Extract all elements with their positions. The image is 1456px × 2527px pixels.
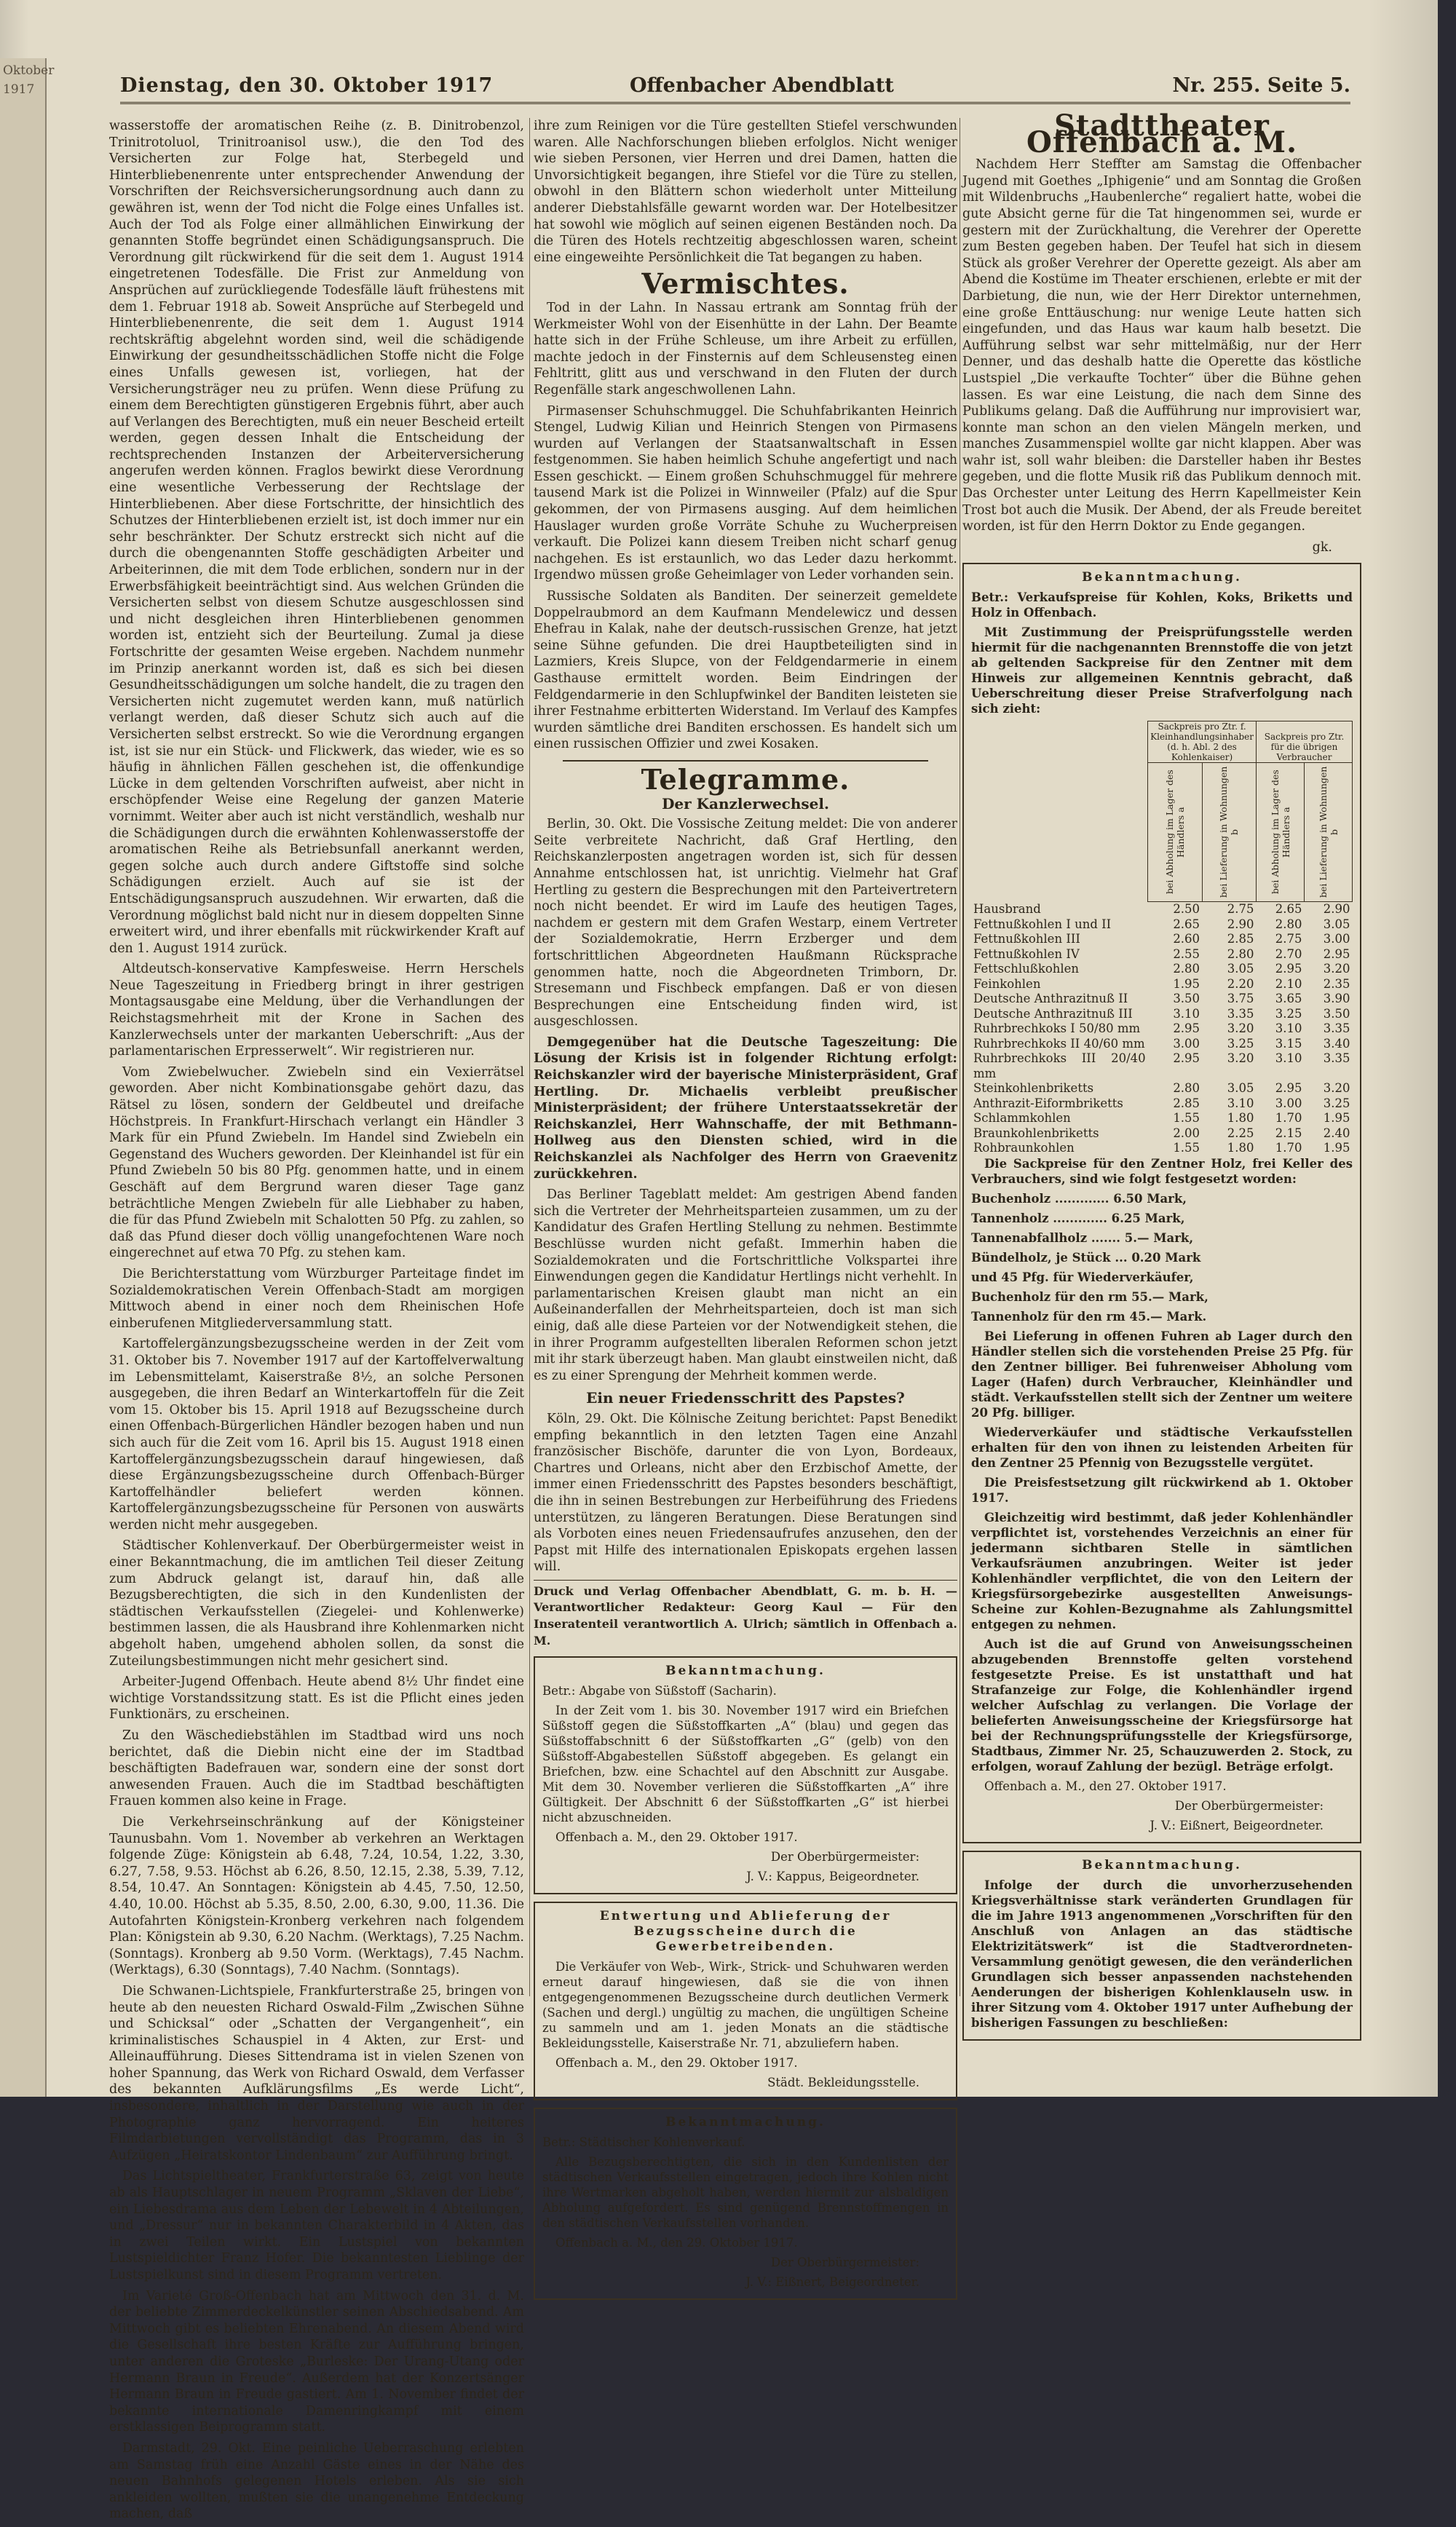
price-value-d: 3.35 [1323,1051,1350,1066]
price-value-d: 2.40 [1323,1126,1350,1140]
column-2 [534,118,957,2307]
price-value-a: 2.95 [1173,1051,1200,1066]
column-rule [529,118,530,1996]
price-row [971,1096,1353,1112]
notice-title: Bekanntmachung. [665,2115,826,2130]
price-value-d: 3.20 [1323,1081,1350,1096]
notice-text: Bei Lieferung in offenen Fuhren ab Lager durch den Händler stellen sich die vorstehenden Preise 25 Pfg. für den Zentner billiger. Bei fuhrenweiser Abholung vom Lager (Hafen) durch Verbraucher, Kleinhändler und städt. Verkaufsstellen stellt sich der Zentner um weitere 20 Pfg. billiger. [971,1329,1353,1420]
price-value-b: 2.85 [1227,932,1254,946]
subheading-kanzlerwechsel: Der Kanzlerwechsel. [662,794,829,812]
price-value-b: 2.75 [1227,902,1254,917]
price-value-b: 3.05 [1227,962,1254,976]
price-row [971,1081,1353,1096]
price-row [971,1141,1353,1156]
price-value-d: 3.00 [1323,932,1350,946]
price-item-name: Fettnußkohlen III [973,932,1080,946]
price-value-b: 2.90 [1227,917,1254,931]
price-value-d: 2.95 [1323,946,1350,961]
price-value-b: 2.25 [1227,1126,1254,1140]
price-row [971,1051,1353,1081]
price-value-b: 3.75 [1227,992,1254,1006]
price-item-name: Hausbrand [973,901,1041,916]
notice-signature: J. V.: Eißnert, Beigeordneter. [1150,1818,1324,1832]
article-paragraph: Tod in der Lahn. In Nassau ertrank am Sonntag früh der Werkmeister Wohl von der Eisenhütte in der Lahn. Der Beamte hatte sich in der Frühe Schleuse, um ihre Arbeit zu erfüllen, machte jedoch in der Finsternis auf dem Schleusensteg einen Fehltritt, glitt aus und verschwand in den Fluten der durch Regenfälle stark angeschwollenen Lahn. [534,300,957,398]
price-value-b: 2.80 [1227,946,1254,961]
price-value-d: 1.95 [1323,1141,1350,1155]
price-col-d: bei Lieferung in Wohnungen b [1317,767,1340,898]
price-row [971,917,1353,933]
price-item-name: Feinkohlen [973,976,1041,991]
price-value-a: 2.60 [1173,932,1200,946]
holz-intro: Die Sackpreise für den Zentner Holz, frei Keller des Verbrauchers, sind wie folgt festgesetzt worden: [971,1156,1353,1186]
article-paragraph: Zu den Wäschediebstählen im Stadtbad wird uns noch berichtet, daß die Diebin nicht eine der im Stadtbad beschäftigten Badefrauen war, sondern eine der sonst dort anwesenden Frauen. Auch die im Stadtbad beschäftigten Frauen kommen also keine in Frage. [109,1728,524,1809]
notice-text: Alle Bezugsberechtigten, die sich in den Kundenlisten der städtischen Verkaufsstellen eingetragen, jedoch ihre Kohlen nicht ihre Wertmarken abgeholt haben, werden hiermit zur alsbaldigen Abholung aufgefordert. Es sind genügend Brennstoffmengen in den städtischen Verkaufsstellen vorhanden. [542,2155,949,2231]
notice-title: Bekanntmachung. [665,1664,826,1679]
price-value-d: 3.05 [1323,917,1350,931]
notice-text: Wiederverkäufer und städtische Verkaufsstellen erhalten für den von ihnen zu leistenden Arbeiten für den Zentner 25 Pfennig von Bezugsstelle vergütet. [971,1425,1353,1470]
price-group-kleinhandel: Sackpreis pro Ztr. f. Kleinhandlungsinhaber (d. h. Abl. 2 des Kohlenkaiser) [1148,721,1257,763]
price-value-d: 3.50 [1323,1006,1350,1021]
price-value-a: 2.80 [1173,1081,1200,1096]
notice-text: Infolge der durch die unvorherzusehenden Kriegsverhältnisse stark veränderten Grundlagen für die im Jahre 1913 angenommenen „Vorschriften für den Anschluß von Anlagen an das städtische Elektrizitätswerk“ ist die Stadtverordneten-Versammlung genötigt gewesen, die den veränderlichen Grundlagen sich besser anpassenden nachstehenden Aenderungen der bisherigen Kohlenklauseln usw. in ihrer Sitzung vom 4. Oktober 1917 unter Aufhebung der bisherigen Fassungen zu beschließen: [971,1878,1353,2030]
notice-place: Offenbach a. M., den 27. Oktober 1917. [984,1779,1227,1793]
price-item-name: Ruhrbrechkoks I 50/80 mm [973,1021,1141,1036]
price-value-a: 1.55 [1173,1141,1200,1155]
column-1 [109,118,524,2527]
price-value-c: 1.70 [1275,1111,1302,1126]
price-value-a: 3.00 [1173,1036,1200,1051]
article-paragraph: Die Verkehrseinschränkung auf der Königsteiner Taunusbahn. Vom 1. November ab verkehren an Werktagen folgende Züge: Königstein ab 6.48, 7.24, 10.54, 1.22, 3.30, 6.27, 7.58, 9.53. Höchst ab 6.26, 8.50, 12.15, 2.38, 5.39, 7.12, 8.54, 10.47. An Sonntagen: Königstein ab 4.45, 7.50, 12.50, 4.40, 10.00. Höchst ab 5.35, 8.50, 2.00, 6.30, 9.00, 11.36. Die Autofahrten Königstein-Kronberg verkehren nach folgendem Plan: Königstein ab 9.30, 6.20 Nachm. (Werktags), 7.25 Nachm. (Sonntags). Kronberg ab 9.50 Vorm. (Werktags), 7.45 Nachm. (Werktags), 6.30 (Sonntags), 7.40 Nachm. (Sonntags). [109,1814,524,1978]
price-value-c: 2.15 [1275,1126,1302,1140]
header-masthead: Offenbacher Abendblatt [630,74,894,97]
price-item-name: Fettschlußkohlen [973,962,1080,976]
notice-signature: Städt. Bekleidungsstelle. [767,2076,919,2090]
theater-heading: Stadttheater Offenbach a. M. [1026,108,1297,159]
price-value-a: 2.00 [1173,1126,1200,1140]
notice-title: Bekanntmachung. [1082,1857,1242,1872]
price-value-b: 1.80 [1227,1111,1254,1126]
price-value-d: 1.95 [1323,1111,1350,1126]
price-item-name: Braunkohlenbriketts [973,1126,1099,1140]
article-paragraph: Darmstadt, 29. Okt. Eine peinliche Ueberraschung erlebten am Samstag früh eine Anzahl Gäste eines in der Nähe des neuen Bahnhofs gelegenen Hotels erleben. Als sie sich ankleiden wollten, mußten sie die unangenehme Entdeckung machen, daß [109,2440,524,2522]
price-value-c: 2.95 [1275,1081,1302,1096]
page-header [120,70,1350,104]
price-item-name: Deutsche Anthrazitnuß II [973,992,1128,1006]
price-row [971,1111,1353,1126]
price-value-b: 3.10 [1227,1096,1254,1110]
price-value-a: 3.50 [1173,992,1200,1006]
holz-line: und 45 Pfg. für Wiederverkäufer, [971,1270,1194,1284]
price-item-name: Ruhrbrechkoks III 20/40 mm [973,1051,1146,1080]
price-value-c: 2.95 [1275,962,1302,976]
holz-line: Buchenholz ............. 6.50 Mark, [971,1191,1187,1206]
price-value-d: 3.25 [1323,1096,1350,1110]
holz-line: Tannenabfallholz ....... 5.— Mark, [971,1230,1194,1245]
price-value-d: 2.90 [1323,902,1350,917]
column-3 [962,108,1361,2048]
price-row [971,1126,1353,1142]
price-value-d: 3.90 [1323,992,1350,1006]
notice-text: Auch ist die auf Grund von Anweisungsscheinen abzugebenden Brennstoffe gelten vorstehend festgesetzte Preise. Es ist unstatthaft und hat Strafanzeige zur Folge, die Kohlenhändler irgend welcher Aufschlag zu verlangen. Die Vorlage der belieferten Anweisungsscheine der Kriegsfürsorge hat bei der Rechnungsprüfungsstelle der Kriegsfürsorge, Stadtbaus, Zimmer Nr. 25, Schauzuwerden 2. Stock, zu erfolgen, worauf Zahlung der bezügl. Beträge erfolgt. [971,1637,1353,1773]
price-row [971,992,1353,1007]
price-row [971,962,1353,977]
price-row [971,1037,1353,1052]
price-col-c: bei Abholung im Lager des Händlers a [1269,770,1291,895]
notice-lead: Betr.: Abgabe von Süßstoff (Sacharin). [542,1684,777,1698]
notice-kohlenpreise [962,563,1361,1843]
theater-review: Nachdem Herr Steffter am Samstag die Offenbacher Jugend mit Goethes „Iphigenie“ und am Sonntag die Großen mit Wildenbruchs „Haubenlerche“ regaliert hatte, wobei die gute Absicht gerne für die Tat hingenommen sei, wurde er gestern mit der Zurückhaltung, die Verehrer der Operette zum Besten gegeben haben. Der Teufel hat sich in diesem Stück als großer Verehrer der Operette gezeigt. Als aber am Abend die Kostüme im Theater erschienen, erlebte er mit der Darbietung, die nun, wie der Herr Direktor unternehmen, eine große Enttäuschung: nur wenige Leute hatten sich eingefunden, und das Haus war kaum halb besetzt. Die Aufführung selbst war sehr mittelmäßig, nur der Herr Denner, und das deshalb hatte die Operette das köstliche Lustspiel „Die verkaufte Tochter“ über die Bühne gehen lassen. Es war eine Leistung, die nach dem Sinne des Publikums gelang. Daß die Aufführung nur improvisiert war, konnte man schon an den vielen Mängeln merken, und manches Zusammenspiel wollte gar nicht klappen. Aber was wahr ist, soll wahr bleiben: die Darsteller haben ihr Bestes gegeben, und die flotte Musik riß das Publikum dennoch mit. Das Orchester unter Leitung des Herrn Kapellmeister Kein Trost bot auch die Musik. Der Abend, der als Freude bereitet worden, ist für den Herrn Doktor zu Ende gegangen. [962,157,1361,534]
header-page-number: Nr. 255. Seite 5. [1172,74,1350,97]
price-item-name: Schlammkohlen [973,1111,1071,1126]
notice-place: Offenbach a. M., den 29. Oktober 1917. [555,2056,798,2071]
article-paragraph: Pirmasenser Schuhschmuggel. Die Schuhfabrikanten Heinrich Stengel, Ludwig Kilian und Heinrich Stengen von Pirmasens wurden auf Verlangen der Staatsanwaltschaft in Essen festgenommen. Sie haben heimlich Schuhe angefertigt und nach Essen geschickt. — Einem großen Schuhschmuggel für mehrere tausend Mark ist die Polizei in Winnweiler (Pfalz) auf die Spur gekommen, der von Pirmasens ausging. Auf dem heimlichen Hauslager wurden große Vorräte Schuhe zu Wucherpreisen verkauft. Die Polizei kann diesem Treiben nicht scharf genug nachgehen. Es ist erstaunlich, wo das Leder dazu herkommt. Irgendwo müssen große Geheimlager von Leder vorhanden sein. [534,403,957,583]
price-table-body [971,902,1353,1156]
notice-title: Bekanntmachung. [1082,570,1242,585]
notice-title: Entwertung und Ablieferung der Bezugsscheine durch die Gewerbetreibenden. [599,1909,892,1955]
notice-signature: Der Oberbürgermeister: [770,2255,919,2270]
header-date: Dienstag, den 30. Oktober 1917 [120,74,494,97]
spine-text: Oktober 1917 [3,63,55,97]
price-item-name: Deutsche Anthrazitnuß III [973,1006,1133,1021]
article-paragraph: Die Schwanen-Lichtspiele, Frankfurterstraße 25, bringen von heute ab den neuesten Richard Oswald-Film „Zwischen Sühne und Schicksal“ oder „Schatten der Vergangenheit“, ein kriminalistisches Schauspiel in 4 Akten, zur Erst- und Alleinaufführung. Dieses Sittendrama ist in vielen Szenen von hoher Spannung, das Werk von Richard Oswald, dem Verfasser des bekannten Aufklärungsfilms „Es werde Licht“, insbesondere, inhaltlich in der Darstellung wie auch in der Photographie ganz hervorragend. Ein heiteres Filmdarbietungen vervollständigt das Programm, das in 3 Aufzügen „Heiratskontor Lindenbaum“ zur Aufführung bringt. [109,1983,524,2163]
price-value-c: 2.65 [1275,902,1302,917]
subheading-friedensschritt: Ein neuer Friedensschritt des Papstes? [586,1389,905,1407]
price-value-a: 2.55 [1173,946,1200,961]
price-item-name: Steinkohlenbriketts [973,1081,1094,1096]
price-value-c: 3.00 [1275,1096,1302,1110]
price-value-a: 1.55 [1173,1111,1200,1126]
price-group-verbraucher: Sackpreis pro Ztr. für die übrigen Verbraucher [1257,721,1353,763]
notice-signature: Der Oberbürgermeister: [770,1850,919,1864]
price-value-c: 2.80 [1275,917,1302,931]
price-item-name: Ruhrbrechkoks II 40/60 mm [973,1036,1145,1051]
price-value-c: 3.10 [1275,1021,1302,1036]
notice-text: Die Verkäufer von Web-, Wirk-, Strick- und Schuhwaren werden erneut darauf hingewiesen, daß sie die von ihnen entgegengenommenen Bezugsscheine durch deutlichen Vermerk (Sachen und dergl.) ungültig zu machen, die ungültigen Scheine zu sammeln und am 1. jeden Monats an die städtische Bekleidungsstelle, Kaiserstraße Nr. 71, abzuliefern haben. [542,1960,949,2051]
price-value-b: 2.20 [1227,976,1254,991]
price-value-a: 2.95 [1173,1021,1200,1036]
price-value-a: 2.65 [1173,917,1200,931]
notice-bezugsscheine [534,1902,957,2100]
price-table [971,721,1353,1156]
price-value-d: 2.35 [1323,976,1350,991]
holz-line: Buchenholz für den rm 55.— Mark, [971,1289,1208,1304]
price-value-a: 2.85 [1173,1096,1200,1110]
notice-elektrizitaet [962,1851,1361,2041]
article-paragraph: Städtischer Kohlenverkauf. Der Oberbürgermeister weist in einer Bekanntmachung, die im amtlichen Teil dieser Zeitung zum Abdruck gelangt ist, darauf hin, daß alle Bezugsberechtigten, die sich in den Kundenlisten der städtischen Verkaufsstellen (Ziegelei- und Kohlenwerke) bestimmen lassen, die als Hausbrand ihre Kohlenmarken nicht abgeholt haben, umgehend abholen sollen, da sonst die Zuteilungsbestimmungen nicht mehr gesichert sind. [109,1538,524,1669]
notice-kohlenverkauf [534,2108,957,2300]
notice-text: Die Preisfestsetzung gilt rückwirkend ab 1. Oktober 1917. [971,1475,1353,1505]
holz-line: Tannenholz für den rm 45.— Mark. [971,1309,1207,1324]
notice-lead: Betr.: Verkaufspreise für Kohlen, Koks, Briketts und Holz in Offenbach. [971,590,1353,620]
notice-text: Mit Zustimmung der Preisprüfungsstelle werden hiermit für die nachgenannten Brennstoffe die von jetzt ab geltenden Sackpreise für den Zentner mit dem Hinweis zur allgemeinen Kenntnis gebracht, daß Ueberschreitung dieser Preise Strafverfolgung nach sich zieht: [971,625,1353,716]
article-paragraph: Das Berliner Tageblatt meldet: Am gestrigen Abend fanden sich die Vertreter der Mehrheitsparteien zusammen, um zu der Kandidatur des Grafen Hertling Stellung zu nehmen. Bestimmte Beschlüsse wurden nicht gefaßt. Immerhin haben die Sozialdemokraten und die Fortschrittliche Volkspartei ihre Einwendungen gegen die Kandidatur Hertlings nicht verhehlt. In parlamentarischen Kreisen glaubt man nicht an ein Außeinanderfallen der Mehrheitsparteien, doch ist man sich einig, daß alle diese Parteien vor der Notwendigkeit stehen, die in ihrer Programm aufgestellten liberalen Reformen schon jetzt mit ihr stark überzeugt haben. Man glaubt einstweilen nicht, daß es zu einer Sprengung der Mehrheit kommen werde. [534,1187,957,1383]
price-value-b: 3.35 [1227,1006,1254,1021]
section-heading-vermischtes: Vermischtes. [641,267,850,301]
article-paragraph: Vom Zwiebelwucher. Zwiebeln sind ein Vexierrätsel geworden. Aber nicht Kombinationsgabe gehört dazu, das Rätsel zu lösen, sondern der Geldbeutel und dreifache Höchstpreis. In Frankfurt-Hirschach verlangt ein Händler 3 Mark für ein Pfund Zwiebeln. Im Handel sind Zwiebeln ein Gegenstand des Wuchers geworden. Der Kleinhandel ist für ein Pfund Zwiebeln 50 bis 80 Pfg. genommen hatte, und in einem Geschäft auf dem Bergrund waren dieser Tage ganz beträchtliche Mengen Zwiebeln für alle Liebhaber zu haben, die für das Pfund Zwiebeln mit Schalotten 50 Pfg. zu zahlen, so daß das Pfund dieser doch völlig unangefochtenen Ware noch eingerechnet auf etwa 70 Pfg. zu stehen kam. [109,1064,524,1261]
price-value-c: 1.70 [1275,1141,1302,1155]
holz-line: Tannenholz ............. 6.25 Mark, [971,1211,1185,1225]
price-item-name: Fettnußkohlen I und II [973,917,1112,931]
article-paragraph: Russische Soldaten als Banditen. Der seinerzeit gemeldete Doppelraubmord an dem Kaufmann Mendelewicz und dessen Ehefrau in Kalak, nahe der deutsch-russischen Grenze, hat jetzt seine Sühne gefunden. Die drei Hauptbeteiligten sind in Lazmiers, Kreis Slupce, von der Feldgendarmerie in einem Gasthause ermittelt worden. Beim Eindringen der Feldgendarmerie in den Schlupfwinkel der Banditen leisteten sie ihrer Festnahme erbitterten Widerstand. Im Verlauf des Kampfes wurden sämtliche drei Banditen erschossen. Es handelt sich um einen russischen Offizier und zwei Kosaken. [534,589,957,752]
notice-place: Offenbach a. M., den 29. Oktober 1917. [555,2236,798,2250]
price-table-group-header [971,721,1353,763]
price-value-d: 3.20 [1323,962,1350,976]
article-paragraph: Köln, 29. Okt. Die Kölnische Zeitung berichtet: Papst Benedikt empfing bekanntlich in den letzten Tagen eine Anzahl französischer Bischöfe, darunter die von Lyon, Bordeaux, Chartres und Orleans, nicht aber den Erzbischof Amette, der immer einen Friedensschritt des Papstes besonders beschäftigt, die ihn in seinen Bestrebungen zur Herbeiführung des Friedens unterstützen, zu längeren Beratungen. Diese Beratungen sind als Vorboten eines neuen Friedensaufrufes anzusehen, den der Papst mit Hilfe des internationalen Episkopats ergehen lassen will. [534,1411,957,1575]
price-item-name: Fettnußkohlen IV [973,946,1080,961]
price-col-a: bei Abholung im Lager des Händlers a [1163,770,1186,895]
price-value-c: 2.10 [1275,976,1302,991]
imprint: Druck und Verlag Offenbacher Abendblatt, G. m. b. H. — Verantwortlicher Redakteur: Georg Kaul — Für den Inseratenteil verantwortlich A. Ulrich; sämtlich in Offenbach a. M. [534,1580,957,1649]
notice-signature: Der Oberbürgermeister: [1174,1798,1324,1813]
notice-signature: J. V.: Eißnert, Beigeordneter. [745,2275,919,2290]
price-value-a: 2.50 [1173,902,1200,917]
price-row [971,1007,1353,1022]
notice-suessstoff [534,1656,957,1894]
article-paragraph: Kartoffelergänzungsbezugsscheine werden in der Zeit vom 31. Oktober bis 7. November 1917 auf der Kartoffelverwaltung im Lebensmittelamt, Kaiserstraße 8½, an solche Personen ausgegeben, die ihren Bedarf an Winterkartoffeln für die Zeit vom 15. Oktober bis 15. April 1918 auf Bezugsscheine durch einen Offenbach-Bürgerlichen Händler bezogen haben und nun sich auch für die Zeit vom 16. April bis 15. August 1918 einen Kartoffelergänzungsbezugsschein darauf hingewiesen, daß diese Ergänzungsbezugsscheine durch Offenbach-Bürger Kartoffelhändler beliefert werden können. Kartoffelergänzungsbezugsscheine für Personen von auswärts werden nicht mehr ausgegeben. [109,1337,524,1533]
price-col-b: bei Lieferung in Wohnungen b [1218,767,1241,898]
price-value-b: 3.20 [1227,1051,1254,1066]
notice-text: In der Zeit vom 1. bis 30. November 1917 wird ein Briefchen Süßstoff gegen die Süßstoffkarten „A“ (blau) und gegen das Süßstoffabschnitt 6 der Süßstoffkarten „G“ (gelb) von den Süßstoff-Abgabestellen Süßstoff abgegeben. Es gelangt ein Briefchen, bzw. eine Schachtel auf den Abschnitt zur Ausgabe. Mit dem 30. November verlieren die Süßstoffkarten „A“ ihre Gültigkeit. Der Abschnitt 6 der Süßstoffkarten „G“ ist hierbei nicht abzuschneiden. [542,1704,949,1825]
price-table-col-header [971,763,1353,902]
price-table-corner [971,763,1148,902]
price-value-d: 3.40 [1323,1036,1350,1051]
notice-text: Gleichzeitig wird bestimmt, daß jeder Kohlenhändler verpflichtet ist, vorstehendes Verzeichnis an einer für jedermann sichtbaren Stelle in sämtlichen Verkaufsräumen anzubringen. Weiter ist jeder Kohlenhändler verpflichtet, die von den Leitern der Kriegsfürsorgebezirke ausgestellten Anweisungs-Scheine zur Kohlen-Bezugnahme als Zahlungsmittel entgegen zu nehmen. [971,1510,1353,1632]
price-value-b: 3.20 [1227,1021,1254,1036]
price-value-b: 3.25 [1227,1036,1254,1051]
article-paragraph: Die Berichterstattung vom Würzburger Parteitage findet im Sozialdemokratischen Verein Offenbach-Stadt am morgigen Mittwoch abend in einer noch dem Rheinischen Hofe einberufenen Mitgliederversammlung statt. [109,1266,524,1331]
article-paragraph: Demgegenüber hat die Deutsche Tageszeitung: Die Lösung der Krisis ist in folgender Richtung erfolgt: Reichskanzler wird der bayerische Ministerpräsident, Graf Hertling. Dr. Michaelis verbleibt preußischer Ministerpräsident; der frühere Unterstaatssekretär der Reichskanzlei, Herr Wahnschaffe, der mit Bethmann-Hollweg aus den Diensten schied, wird in die Reichskanzlei als Nachfolger des Herrn von Graevenitz zurückkehren. [534,1035,957,1182]
notice-signature: J. V.: Kappus, Beigeordneter. [746,1870,919,1884]
binding-edge-previous-page [0,58,55,2097]
price-value-a: 3.10 [1173,1006,1200,1021]
price-value-c: 2.70 [1275,946,1302,961]
price-value-d: 3.35 [1323,1021,1350,1036]
divider [563,760,928,762]
price-value-b: 3.05 [1227,1081,1254,1096]
price-value-a: 1.95 [1173,976,1200,991]
article-paragraph: Arbeiter-Jugend Offenbach. Heute abend 8½ Uhr findet eine wichtige Vorstandssitzung statt. Es ist die Pflicht eines jeden Funktionärs, zu erscheinen. [109,1674,524,1723]
price-row [971,902,1353,917]
price-value-c: 3.25 [1275,1006,1302,1021]
price-value-b: 1.80 [1227,1141,1254,1155]
price-value-a: 2.80 [1173,962,1200,976]
price-value-c: 3.65 [1275,992,1302,1006]
article-paragraph: wasserstoffe der aromatischen Reihe (z. B. Dinitrobenzol, Trinitrotoluol, Trinitroanisol usw.), die den Tod des Versicherten zur Folge hat, Sterbegeld und Hinterbliebenenrente unter entsprechender Anwendung der Vorschriften der Reichsversicherungsordnung auch dann zu gewähren ist, wenn der Tod nicht die Folge eines Unfalles ist. Auch der Tod als Folge einer allmählichen Einwirkung der genannten Stoffe begründet einen Schädigungsanspruch. Die Verordnung gilt rückwirkend für die seit dem 1. August 1914 eingetretenen Todesfälle. Die Frist zur Anmeldung von Ansprüchen auf zurückliegende Todesfälle läuft frühestens mit dem 1. Februar 1918 ab. Soweit Ansprüche auf Sterbegeld und Hinterbliebenenrente, die seit dem 1. August 1914 rechtskräftig abgelehnt worden sind, weil die schädigende Einwirkung der gesundheitsschädlichen Stoffe nicht die Folge eines Unfalls gewesen ist, vorliegen, hat der Versicherungsträger neu zu prüfen. Wenn diese Prüfung zu einem dem Berechtigten günstigeren Ergebnis führt, aber auch auf Verlangen des Berechtigten, muß ein neuer Bescheid erteilt werden, gegen dessen Inhalt die Entscheidung der rechtsprechenden Instanzen der Arbeiterversicherung angerufen werden können. Fraglos bewirkt diese Verordnung eine wesentliche Verbesserung der Rechtslage der Hinterbliebenen. Aber diese Fortschritte, der hinsichtlich des Schutzes der Hinterbliebenen erzielt ist, ist doch immer nur ein sehr beschränkter. Der Schutz erstreckt sich nicht auf die durch die obengenannten Stoffe geschädigten Arbeiter und Arbeiterinnen, die mit dem Tode erblichen, sondern nur in der Erwerbsfähigkeit beeinträchtigt sind. Aus welchen Gründen die Versicherten selbst von diesem Schutze ausgeschlossen sind und nicht desgleichen ihren Hinterbliebenen genommen worden ist, entzieht sich der Beurteilung. Zumal ja diese Fortschritte der gesamten Weise ergeben. Nachdem nunmehr im Prinzip anerkannt worden ist, daß es sich bei diesen Gesundheitsschädigungen um solche handelt, die zu tragen den Versicherten nicht zugemutet werden kann, muß natürlich verlangt werden, daß dieser Schutz sich auch auf die Versicherten selbst erstreckt. So wie die Verordnung ergangen ist, ist sie nur ein Stück- und Flickwerk, das wieder, wie es so häufig in ähnlichen Fällen geschehen ist, die offenkundige Lücke in dem geltenden Vorschriften aufweist, aber nicht in erschöpfender Weise eine Regelung der ganzen Materie vornimmt. Weiter aber auch ist nicht verständlich, weshalb nur die Schädigungen durch die erwähnten Kohlenwasserstoffe der aromatischen Reihe als Betriebsunfall anerkannt werden, gegen solche auch durch andere Giftstoffe sind solche Schädigungen erzielt. Auch auf sie ist der Entschädigungsanspruch auszudehnen. Wir erwarten, daß die Verordnung möglichst bald nicht nur in diesem doppelten Sinne erweitert wird, und ihrer ebenfalls mit rückwirkender Kraft auf den 1. August 1914 zurück. [109,119,524,956]
price-table-corner [971,721,1148,763]
article-paragraph: Berlin, 30. Okt. Die Vossische Zeitung meldet: Die von anderer Seite verbreitete Nachricht, daß Graf Hertling, den Reichskanzlerposten angetragen worden ist, sich für dessen Annahme entschlossen hat, ist unrichtig. Vielmehr hat Graf Hertling zu gestern die Besprechungen mit den Parteivertretern noch nicht beendet. Er wird im Laufe des heutigen Tages, nachdem er gestern mit dem Grafen Westarp, einem Vertreter der Sozialdemokratie, Herrn Erzberger und dem fortschrittlichen Abgeordneten Haußmann Rücksprache genommen hatte, noch die Abgeordneten Trimborn, Dr. Stresemann und Fischbeck empfangen. Daß er von diesen Besprechungen eine Entscheidung finden wird, ist ausgeschlossen. [534,817,957,1029]
notice-lead: Betr.: Städtischer Kohlenverkauf. [542,2135,745,2150]
article-paragraph: ihre zum Reinigen vor die Türe gestellten Stiefel verschwunden waren. Alle Nachforschungen blieben erfolglos. Nicht weniger wie sieben Personen, vier Herren und drei Damen, hatten die Unvorsichtigkeit begangen, ihre Stiefel vor die Türe zu stellen, obwohl in den Blättern schon wiederholt unter Mitteilung anderer Diebstahlsfälle gewarnt worden war. Der Hotelbesitzer hat sowohl wie möglich auf seinen eigenen Beständen noch. Da die Türen des Hotels rechtzeitig abgeschlossen waren, scheint eine eingeweihte Persönlichkeit die Tat begangen zu haben. [534,119,957,265]
price-value-c: 3.10 [1275,1051,1302,1066]
price-item-name: Anthrazit-Eiformbriketts [973,1096,1123,1110]
section-heading-telegramme: Telegramme. [641,762,850,796]
price-row [971,947,1353,962]
price-value-c: 2.75 [1275,932,1302,946]
price-item-name: Rohbraunkohlen [973,1141,1075,1155]
article-paragraph: Im Varieté Groß-Offenbach hat am Mittwoch den 31. d. M. der beliebte Zimmerdeckelkünstler seinen Abschiedsabend. Am Mittwoch gibt es beliebten Ehrenabend. An diesem Abend wird die Gesellschaft ihre besten Kräfte zur Aufführung bringen, unter anderen die Groteske „Burleske: Der Urang-Utang oder Hermann Braun in Freude“. Außerdem hat der Konzertsänger Hermann Braun in Freude gastiert. Am 1. November findet der bekannte internationale Damenringkampf mit einem erstklassigen Beiprogramm statt. [109,2288,524,2435]
notice-place: Offenbach a. M., den 29. Oktober 1917. [555,1830,798,1845]
article-paragraph: Das Lichtspieltheater, Frankfurterstraße 63, zeigt von heute ab als Hauptschlager in neuem Programm „Sklaven der Liebe“, ein Liebesdrama aus dem Leben der Lebewelt in 4 Abteilungen, und „Dressur“ nur in bekannten Charakterbild in 4 Akten, das in zwei Teilen wirkt. Ein Lustspiel von bekannten Lustspieldichter Franz Hofer. Die bekanntesten Lieblinge der Lustspielkunst sind in diesem Programm vertreten. [109,2169,524,2282]
price-row [971,1021,1353,1037]
price-row [971,932,1353,947]
price-value-c: 3.15 [1275,1036,1302,1051]
article-paragraph: Altdeutsch-konservative Kampfesweise. Herrn Herschels Neue Tageszeitung in Friedberg bringt in ihrer gestrigen Montagsausgabe eine Meldung, über die Verhandlungen der Reichstagsmehrheit mit der Krone in Sachen des Kanzlerwechsels unter der markanten Ueberschrift: „Aus der parlamentarischen Erpresserwelt“. Wir registrieren nur. [109,962,524,1059]
holz-line: Bündelholz, je Stück ... 0.20 Mark [971,1250,1201,1265]
price-row [971,977,1353,992]
theater-signature: gk. [1312,539,1332,555]
